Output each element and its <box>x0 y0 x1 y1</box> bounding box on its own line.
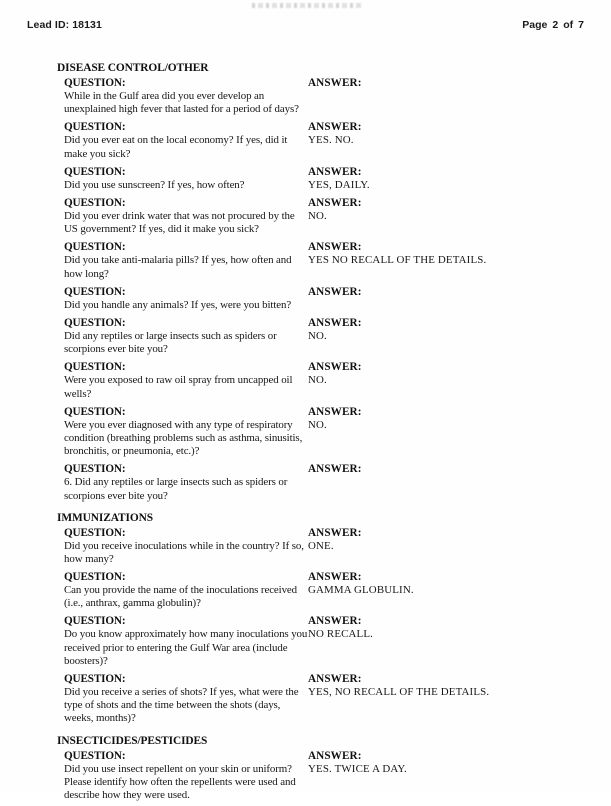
answer-label: ANSWER: <box>308 196 362 209</box>
question-column <box>64 749 309 803</box>
qa-row <box>0 405 611 462</box>
answer-text: YES. NO. <box>308 134 354 147</box>
question-text: Did you take anti-malaria pills? If yes, how often and how long? <box>64 254 292 280</box>
question-column <box>64 316 309 356</box>
answer-column <box>308 462 598 476</box>
question-label: QUESTION: <box>64 77 126 89</box>
answer-column <box>308 614 598 641</box>
question-text: Do you know approximately how many inoculations you received prior to entering the Gulf War area (include boosters)? <box>64 628 308 667</box>
question-label: QUESTION: <box>64 405 126 418</box>
answer-label: ANSWER: <box>308 121 362 134</box>
qa-row <box>0 614 611 671</box>
answer-label: ANSWER: <box>308 361 362 374</box>
question-label: QUESTION: <box>64 316 126 329</box>
answer-column <box>308 76 598 90</box>
question-label: QUESTION: <box>64 463 126 476</box>
answer-column <box>308 672 598 699</box>
answer-column <box>308 120 598 147</box>
question-column <box>64 196 309 236</box>
answer-label: ANSWER: <box>308 526 362 539</box>
question-text: Did you receive inoculations while in the country? If so, how many? <box>64 539 304 565</box>
answer-text: GAMMA GLOBULIN. <box>308 584 414 597</box>
scan-artifact <box>252 3 364 8</box>
question-text: Did you use insect repellent on your skin or uniform? Please identify how often the repellents were used and describe how they were used. <box>64 762 296 802</box>
page-total: 7 <box>578 19 584 31</box>
answer-label: ANSWER: <box>308 165 362 178</box>
question-text: Did any reptiles or large insects such as spiders or scorpions ever bite you? <box>64 329 277 356</box>
question-text: Did you receive a series of shots? If yes, what were the type of shots and the time between the shots (days, weeks, months)? <box>64 686 299 725</box>
qa-row <box>0 196 611 239</box>
question-column <box>64 165 309 192</box>
section <box>0 512 611 729</box>
answer-text: NO RECALL. <box>308 628 374 641</box>
answer-column <box>308 570 598 597</box>
answer-column <box>308 165 598 192</box>
section <box>0 62 611 506</box>
answer-column <box>308 285 598 299</box>
qa-row <box>0 360 611 403</box>
question-text: While in the Gulf area did you ever develop an unexplained high fever that lasted for a period of days? <box>64 90 299 116</box>
qa-row <box>0 462 611 505</box>
qa-row <box>0 749 611 806</box>
question-column <box>64 76 309 116</box>
qa-row <box>0 570 611 613</box>
answer-column <box>308 749 598 776</box>
answer-column <box>308 240 598 267</box>
answer-label: ANSWER: <box>308 463 362 476</box>
answer-text: NO. <box>308 418 327 431</box>
question-label: QUESTION: <box>64 673 126 686</box>
question-label: QUESTION: <box>64 165 126 178</box>
lead-id-label: Lead ID: 18131 <box>27 19 102 31</box>
answer-column <box>308 526 598 553</box>
page-of-word: of <box>563 19 574 31</box>
answer-label: ANSWER: <box>308 571 362 584</box>
question-label: QUESTION: <box>64 196 126 209</box>
answer-label: ANSWER: <box>308 615 362 628</box>
question-label: QUESTION: <box>64 121 126 134</box>
question-text: Did you ever eat on the local economy? If yes, did it make you sick? <box>64 134 288 160</box>
qa-row <box>0 120 611 163</box>
answer-label: ANSWER: <box>308 241 362 254</box>
answer-column <box>308 360 598 387</box>
page-word: Page <box>522 19 548 31</box>
question-column <box>64 285 309 312</box>
answer-text: YES NO RECALL OF THE DETAILS. <box>308 254 487 267</box>
question-column <box>64 240 309 280</box>
qa-row <box>0 316 611 359</box>
question-column <box>64 360 309 400</box>
qa-row <box>0 240 611 283</box>
question-column <box>64 405 309 459</box>
question-text: Did you ever drink water that was not procured by the US government? If yes, did it make you sick? <box>64 209 295 236</box>
answer-label: ANSWER: <box>308 405 362 418</box>
page-header <box>0 19 611 35</box>
question-text: Did you handle any animals? If yes, were you bitten? <box>64 298 292 311</box>
answer-label: ANSWER: <box>308 77 362 89</box>
answer-text: NO. <box>308 209 327 222</box>
qa-row <box>0 285 611 315</box>
answer-column <box>308 196 598 223</box>
answer-label: ANSWER: <box>308 285 362 298</box>
answer-text: YES, DAILY. <box>308 178 370 191</box>
question-label: QUESTION: <box>64 361 126 374</box>
question-text: Can you provide the name of the inoculations received (i.e., anthrax, gamma globulin)? <box>64 584 298 610</box>
answer-label: ANSWER: <box>308 749 362 762</box>
answer-column <box>308 405 598 432</box>
question-label: QUESTION: <box>64 615 126 628</box>
answer-label: ANSWER: <box>308 673 362 686</box>
answer-text: NO. <box>308 329 327 342</box>
qa-row <box>0 76 611 119</box>
question-label: QUESTION: <box>64 749 126 762</box>
qa-row <box>0 165 611 195</box>
question-text: Did you use sunscreen? If yes, how often? <box>64 178 245 191</box>
section <box>0 735 611 806</box>
question-column <box>64 120 309 160</box>
answer-label: ANSWER: <box>308 316 362 329</box>
question-text: Were you exposed to raw oil spray from uncapped oil wells? <box>64 374 293 400</box>
question-label: QUESTION: <box>64 285 126 298</box>
question-column <box>64 526 309 566</box>
question-text: Were you ever diagnosed with any type of respiratory condition (breathing problems such as asthma, sinusitis, bronchitis, or pneumonia, etc.)? <box>64 418 303 458</box>
answer-column <box>308 316 598 343</box>
question-column <box>64 570 309 610</box>
question-column <box>64 672 309 726</box>
question-label: QUESTION: <box>64 241 126 254</box>
qa-row <box>0 672 611 729</box>
answer-text: YES. TWICE A DAY. <box>308 762 407 775</box>
question-text: 6. Did any reptiles or large insects such as spiders or scorpions ever bite you? <box>64 476 288 502</box>
section-title: IMMUNIZATIONS <box>57 511 153 524</box>
question-column <box>64 462 309 502</box>
question-column <box>64 614 309 668</box>
page-current: 2 <box>552 19 559 31</box>
section-title: INSECTICIDES/PESTICIDES <box>57 734 208 747</box>
answer-text: NO. <box>308 374 327 387</box>
section-title: DISEASE CONTROL/OTHER <box>57 62 209 74</box>
qa-row <box>0 526 611 569</box>
question-label: QUESTION: <box>64 526 126 539</box>
document-body <box>0 62 611 806</box>
answer-text: YES, NO RECALL OF THE DETAILS. <box>308 686 490 699</box>
question-label: QUESTION: <box>64 571 126 584</box>
page-number <box>517 19 584 31</box>
answer-text: ONE. <box>308 539 334 552</box>
